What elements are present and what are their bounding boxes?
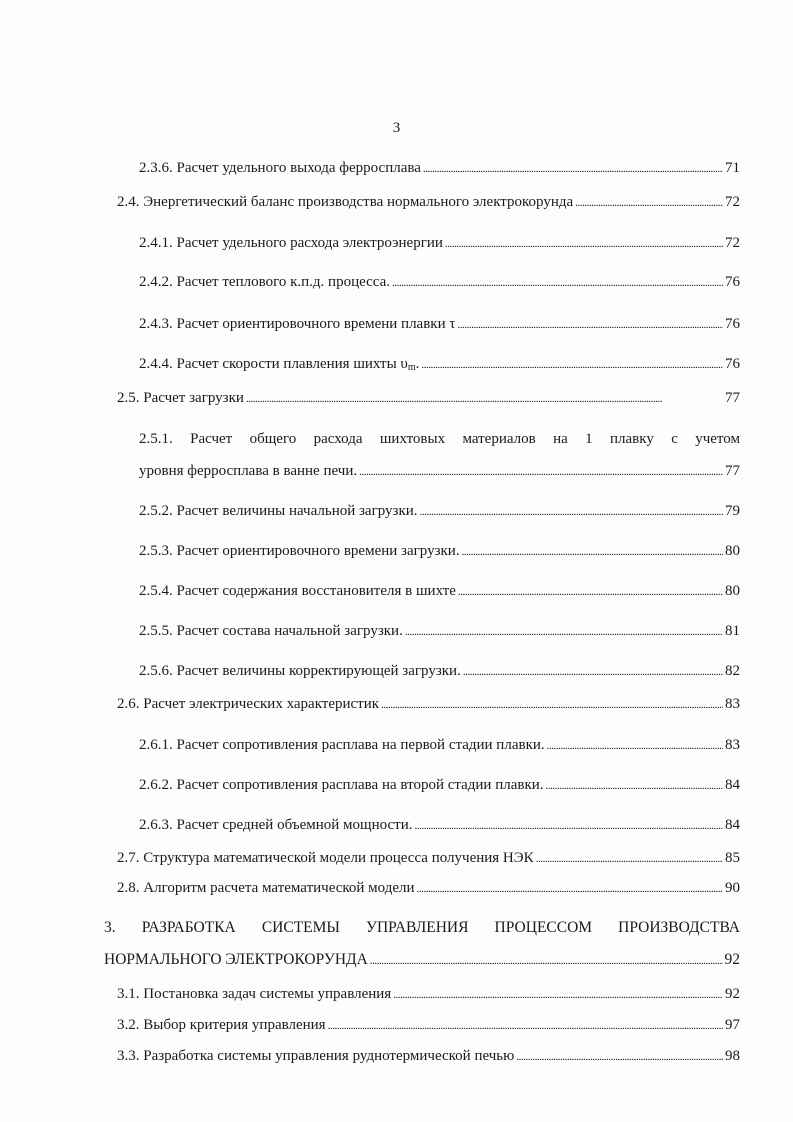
toc-entry-page: 90 xyxy=(725,880,740,896)
toc-entry-page: 77 xyxy=(725,390,740,406)
toc-entry-2-6-2 xyxy=(139,775,740,796)
toc-entry-title-tail: . xyxy=(415,356,420,372)
toc-entry-title: 3.3. Разработка системы управления руднотермической печью xyxy=(117,1048,515,1064)
toc-entry-page: 76 xyxy=(725,356,740,372)
toc-entry-page: 92 xyxy=(724,951,740,968)
toc-entry-2-4 xyxy=(117,192,740,213)
toc-entry-page: 81 xyxy=(725,623,740,639)
toc-entry-title: 2.5.3. Расчет ориентировочного времени загрузки. xyxy=(139,543,460,559)
toc-entry-title: 2.4.2. Расчет теплового к.п.д. процесса. xyxy=(139,274,391,290)
toc-entry-title xyxy=(139,354,419,378)
dot-leader xyxy=(575,192,723,213)
toc-entry-page: 97 xyxy=(725,1017,740,1033)
toc-entry-2-5-2 xyxy=(139,501,740,522)
toc-entry-page: 80 xyxy=(725,543,740,559)
toc-entry-2-8 xyxy=(117,878,740,899)
dot-leader xyxy=(457,314,723,335)
subscript: m xyxy=(407,362,416,373)
dot-leader xyxy=(546,775,723,796)
dot-leader xyxy=(328,1015,723,1036)
toc-entry-title: 2.4.3. Расчет ориентировочного времени плавки τ xyxy=(139,316,456,332)
toc-entry-title: 3.1. Постановка задач системы управления xyxy=(117,986,392,1002)
toc-entry-title: 2.5.2. Расчет величины начальной загрузки. xyxy=(139,503,418,519)
toc-entry-2-4-4 xyxy=(139,354,740,378)
toc-entry-2-5-6 xyxy=(139,661,740,682)
toc-entry-title: НОРМАЛЬНОГО ЭЛЕКТРОКОРУНДА xyxy=(104,951,368,968)
dot-leader xyxy=(463,661,723,682)
dot-leader xyxy=(393,984,723,1005)
toc-entry-title: 2.6.2. Расчет сопротивления расплава на второй стадии плавки. xyxy=(139,777,544,793)
toc-entry-title: 2.6.1. Расчет сопротивления расплава на первой стадии плавки. xyxy=(139,737,545,753)
toc-entry-2-6-1 xyxy=(139,735,740,756)
toc-entry-title: 2.3.6. Расчет удельного выхода ферросплава xyxy=(139,160,421,176)
dot-leader xyxy=(414,815,723,836)
toc-entry-page: 76 xyxy=(725,316,740,332)
toc-entry-2-4-2 xyxy=(139,272,740,293)
toc-entry-2-3-6 xyxy=(139,158,740,179)
dot-leader xyxy=(516,1046,723,1067)
toc-entry-2-7 xyxy=(117,848,740,869)
toc-entry-3-2 xyxy=(117,1015,740,1036)
dot-leader xyxy=(417,878,723,899)
dot-leader xyxy=(405,621,723,642)
toc-entry-page: 83 xyxy=(725,696,740,712)
toc-entry-2-5-1 xyxy=(139,461,740,482)
dot-leader xyxy=(421,354,723,375)
toc-entry-title: 2.4. Энергетический баланс производства нормального электрокорунда xyxy=(117,194,574,210)
toc-entry-page: 76 xyxy=(725,274,740,290)
toc-entry-page: 82 xyxy=(725,663,740,679)
toc-entry-page: 98 xyxy=(725,1048,740,1064)
dot-leader xyxy=(381,694,723,715)
toc-entry-title: 2.6. Расчет электрических характеристик xyxy=(117,696,380,712)
toc-entry-page: 79 xyxy=(725,503,740,519)
toc-entry-2-4-3 xyxy=(139,314,740,335)
toc-entry-page: 71 xyxy=(725,160,740,176)
toc-entry-2-6 xyxy=(117,694,740,715)
dot-leader xyxy=(423,158,723,179)
toc-entry-page: 72 xyxy=(725,194,740,210)
toc-entry-title: 2.7. Структура математической модели процесса получения НЭК xyxy=(117,850,534,866)
dot-leader xyxy=(462,541,723,562)
toc-entry-3-3 xyxy=(117,1046,740,1067)
toc-entry-2-6-3 xyxy=(139,815,740,836)
toc-entry-page: 83 xyxy=(725,737,740,753)
toc-entry-page: 84 xyxy=(725,777,740,793)
toc-entry-page: 84 xyxy=(725,817,740,833)
dot-leader xyxy=(458,581,723,602)
dot-leader xyxy=(370,950,723,971)
toc-entry-3 xyxy=(104,950,740,971)
toc-entry-page: 85 xyxy=(725,850,740,866)
toc-entry-title-text: 2.4.4. Расчет скорости плавления шихты υ xyxy=(139,356,408,372)
toc-entry-3-line1: 3. РАЗРАБОТКА СИСТЕМЫ УПРАВЛЕНИЯ ПРОЦЕССОМ ПРОИЗВОДСТВА xyxy=(104,919,740,936)
toc-entry-title: 2.5.6. Расчет величины корректирующей загрузки. xyxy=(139,663,461,679)
toc-entry-title: 2.6.3. Расчет средней объемной мощности. xyxy=(139,817,413,833)
dot-leader xyxy=(359,461,723,482)
toc-entry-2-5-1-line1: 2.5.1. Расчет общего расхода шихтовых материалов на 1 плавку с учетом xyxy=(139,431,740,447)
toc-entry-title: 2.4.1. Расчет удельного расхода электроэнергии xyxy=(139,235,443,251)
dot-leader xyxy=(536,848,723,869)
toc-entry-page: 92 xyxy=(725,986,740,1002)
toc-entry-title: уровня ферросплава в ванне печи. xyxy=(139,463,358,479)
dot-leader xyxy=(246,388,723,409)
dot-leader xyxy=(392,272,723,293)
dot-leader xyxy=(420,501,723,522)
toc-entry-title: 2.5.4. Расчет содержания восстановителя в шихте xyxy=(139,583,456,599)
toc-entry-2-5-5 xyxy=(139,621,740,642)
dot-leader xyxy=(445,233,723,254)
toc-entry-2-5-4 xyxy=(139,581,740,602)
toc-entry-title: 2.5.5. Расчет состава начальной загрузки. xyxy=(139,623,403,639)
toc-entry-page: 80 xyxy=(725,583,740,599)
toc-entry-title: 3.2. Выбор критерия управления xyxy=(117,1017,326,1033)
toc-entry-2-4-1 xyxy=(139,233,740,254)
toc-entry-2-5 xyxy=(117,388,740,409)
toc-entry-page: 72 xyxy=(725,235,740,251)
page-number: 3 xyxy=(392,120,401,136)
dot-leader xyxy=(547,735,723,756)
toc-entry-page: 77 xyxy=(725,463,740,479)
toc-entry-title: 2.5. Расчет загрузки xyxy=(117,390,244,406)
toc-entry-title: 2.8. Алгоритм расчета математической модели xyxy=(117,880,415,896)
toc-entry-2-5-3 xyxy=(139,541,740,562)
toc-entry-3-1 xyxy=(117,984,740,1005)
